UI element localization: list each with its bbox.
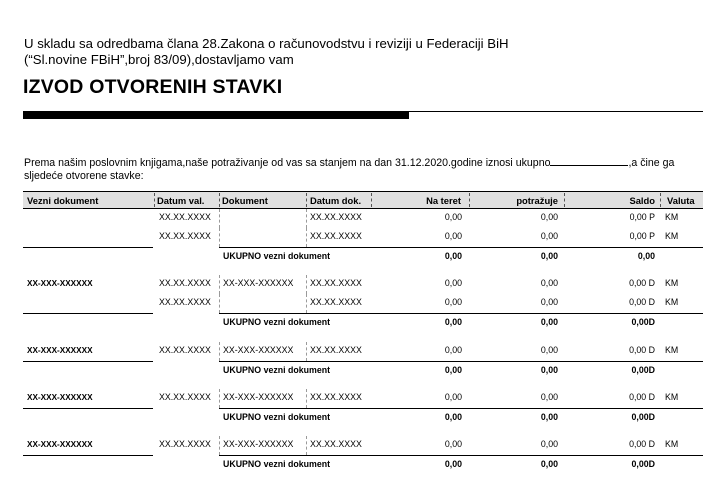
total-na-teret: 0,00: [444, 251, 462, 261]
vezni-dokument: XX-XXX-XXXXXX: [27, 440, 93, 449]
datum-val: XX.XX.XXXX: [159, 439, 211, 449]
datum-val: XX.XX.XXXX: [159, 392, 211, 402]
group-line: [23, 247, 153, 248]
column-divider: [154, 193, 155, 207]
group-total-label: UKUPNO vezni dokument: [223, 459, 331, 469]
saldo: 0,00 D: [629, 278, 655, 288]
datum-val: XX.XX.XXXX: [159, 297, 211, 307]
datum-val: XX.XX.XXXX: [159, 345, 211, 355]
datum-dok: XX.XX.XXXX: [310, 297, 362, 307]
potrazuje: 0,00: [540, 392, 558, 402]
vezni-dokument: XX-XXX-XXXXXX: [27, 393, 93, 402]
na-teret: 0,00: [444, 278, 462, 288]
valuta: KM: [665, 278, 679, 288]
column-header: Datum val.: [157, 195, 205, 206]
column-divider: [306, 209, 307, 228]
dokument: XX-XXX-XXXXXX: [223, 392, 294, 402]
datum-val: XX.XX.XXXX: [159, 212, 211, 222]
dokument: XX-XXX-XXXXXX: [223, 345, 294, 355]
na-teret: 0,00: [444, 439, 462, 449]
dokument: XX-XXX-XXXXXX: [223, 439, 294, 449]
total-potrazuje: 0,00: [540, 317, 558, 327]
dokument: XX-XXX-XXXXXX: [223, 278, 294, 288]
column-divider: [219, 193, 220, 207]
saldo: 0,00 D: [629, 297, 655, 307]
group-line: [219, 313, 703, 314]
vezni-dokument: XX-XXX-XXXXXX: [27, 279, 93, 288]
group-line: [23, 361, 153, 362]
intro-line-2: (“Sl.novine FBiH”,broj 83/09),dostavljamo vam: [24, 52, 294, 67]
datum-dok: XX.XX.XXXX: [310, 278, 362, 288]
na-teret: 0,00: [444, 392, 462, 402]
paragraph-text-end: ,a čine ga: [628, 157, 675, 169]
group-line: [23, 313, 153, 314]
datum-val: XX.XX.XXXX: [159, 231, 211, 241]
saldo: 0,00 P: [629, 231, 655, 241]
column-divider: [219, 294, 220, 313]
document-title: IZVOD OTVORENIH STAVKI: [23, 76, 283, 98]
valuta: KM: [665, 439, 679, 449]
total-na-teret: 0,00: [444, 365, 462, 375]
paragraph-text: Prema našim poslovnim knjigama,naše potraživanje od vas sa stanjem na dan 31.12.2020.godine iznosi ukupno: [24, 157, 551, 169]
group-line: [219, 408, 703, 409]
column-divider: [660, 193, 661, 207]
column-header: Datum dok.: [310, 195, 362, 206]
column-divider: [564, 193, 565, 207]
column-divider: [306, 342, 307, 361]
column-header: potražuje: [516, 195, 558, 206]
potrazuje: 0,00: [540, 212, 558, 222]
datum-dok: XX.XX.XXXX: [310, 212, 362, 222]
column-header: Na teret: [426, 195, 461, 206]
na-teret: 0,00: [444, 297, 462, 307]
column-divider: [219, 209, 220, 228]
potrazuje: 0,00: [540, 439, 558, 449]
column-divider: [306, 275, 307, 294]
column-divider: [306, 193, 307, 207]
saldo: 0,00 D: [629, 392, 655, 402]
vezni-dokument: XX-XXX-XXXXXX: [27, 346, 93, 355]
datum-dok: XX.XX.XXXX: [310, 231, 362, 241]
potrazuje: 0,00: [540, 278, 558, 288]
group-line: [23, 455, 153, 456]
intro-line-1: U skladu sa odredbama člana 28.Zakona o računovodstvu i reviziji u Federaciji BiH: [24, 36, 509, 51]
valuta: KM: [665, 297, 679, 307]
paragraph-line-2: sljedeće otvorene stavke:: [24, 170, 144, 182]
saldo: 0,00 D: [629, 345, 655, 355]
datum-dok: XX.XX.XXXX: [310, 392, 362, 402]
total-saldo: 0,00D: [631, 365, 655, 375]
column-divider: [219, 228, 220, 247]
valuta: KM: [665, 231, 679, 241]
group-line: [23, 408, 153, 409]
total-potrazuje: 0,00: [540, 251, 558, 261]
total-potrazuje: 0,00: [540, 365, 558, 375]
column-header: Valuta: [667, 195, 695, 206]
total-saldo: 0,00: [637, 251, 655, 261]
column-divider: [469, 193, 470, 207]
potrazuje: 0,00: [540, 231, 558, 241]
intro-text: [24, 36, 564, 68]
column-divider: [306, 389, 307, 408]
column-header: Vezni dokument: [27, 195, 99, 206]
valuta: KM: [665, 345, 679, 355]
table-header: [23, 191, 703, 209]
potrazuje: 0,00: [540, 297, 558, 307]
title-bar: [23, 112, 409, 119]
valuta: KM: [665, 212, 679, 222]
column-divider: [306, 436, 307, 455]
column-divider: [219, 389, 220, 408]
total-saldo: 0,00D: [631, 459, 655, 469]
group-line: [219, 361, 703, 362]
total-potrazuje: 0,00: [540, 412, 558, 422]
total-na-teret: 0,00: [444, 412, 462, 422]
valuta: KM: [665, 392, 679, 402]
amount-blank: [550, 156, 628, 166]
total-na-teret: 0,00: [444, 459, 462, 469]
column-divider: [306, 294, 307, 313]
saldo: 0,00 D: [629, 439, 655, 449]
column-divider: [219, 436, 220, 455]
column-header: Saldo: [629, 195, 655, 206]
balance-paragraph: [24, 156, 704, 183]
column-divider: [219, 342, 220, 361]
column-divider: [306, 228, 307, 247]
total-potrazuje: 0,00: [540, 459, 558, 469]
datum-dok: XX.XX.XXXX: [310, 439, 362, 449]
column-divider: [371, 193, 372, 207]
group-line: [219, 247, 703, 248]
total-saldo: 0,00D: [631, 412, 655, 422]
datum-val: XX.XX.XXXX: [159, 278, 211, 288]
na-teret: 0,00: [444, 345, 462, 355]
group-total-label: UKUPNO vezni dokument: [223, 317, 331, 327]
potrazuje: 0,00: [540, 345, 558, 355]
na-teret: 0,00: [444, 231, 462, 241]
na-teret: 0,00: [444, 212, 462, 222]
total-saldo: 0,00D: [631, 317, 655, 327]
total-na-teret: 0,00: [444, 317, 462, 327]
group-line: [219, 455, 703, 456]
group-total-label: UKUPNO vezni dokument: [223, 365, 331, 375]
column-divider: [219, 275, 220, 294]
saldo: 0,00 P: [629, 212, 655, 222]
group-total-label: UKUPNO vezni dokument: [223, 251, 331, 261]
column-header: Dokument: [222, 195, 268, 206]
group-total-label: UKUPNO vezni dokument: [223, 412, 331, 422]
datum-dok: XX.XX.XXXX: [310, 345, 362, 355]
